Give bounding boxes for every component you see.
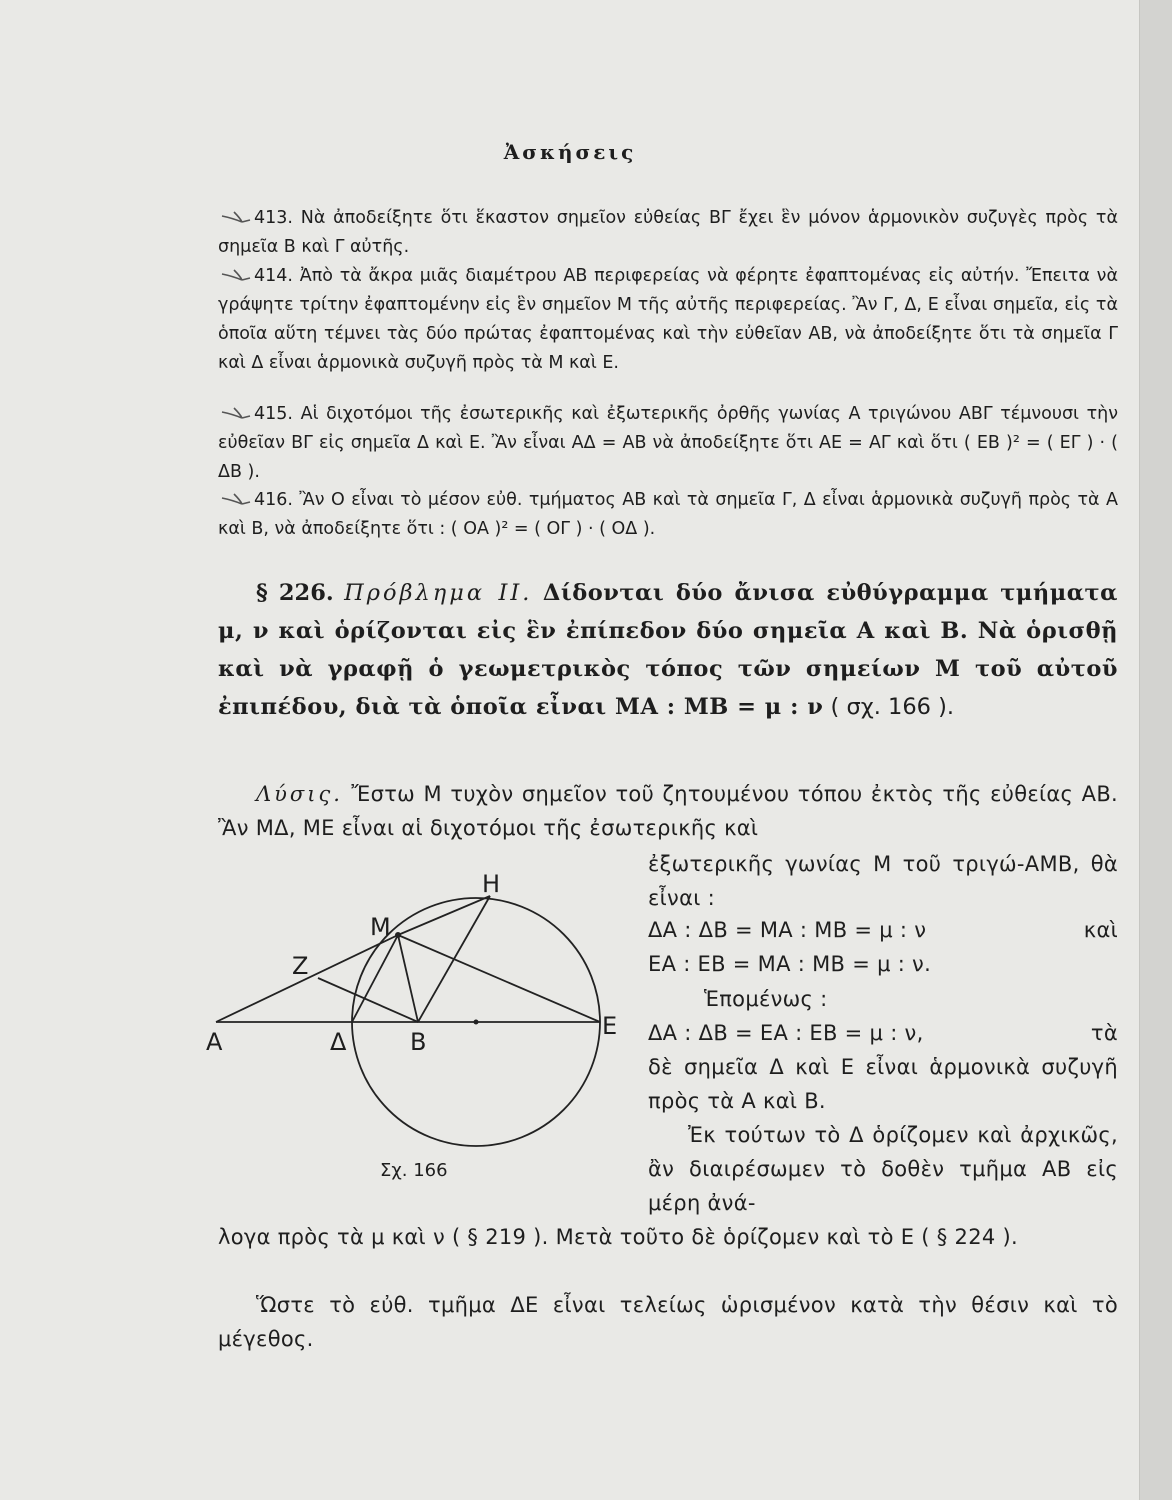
exercise-text: Ἀπὸ τὰ ἄκρα μιᾶς διαμέτρου ΑΒ περιφερείας νὰ φέρητε ἐφαπτομένας εἰς αὐτήν. Ἔπειτα νὰ γράψητε τρίτην ἐφαπτομένην εἰς ἓν σημεῖον Μ τῆς αὐτῆς περιφερείας. Ἂν Γ, Δ, Ε εἶναι σημεῖα, εἰς τὰ ὁποῖα αὕτη τέμνει τὰς δύο πρώτας ἐφαπτομένας καὶ τὴν εὐθεῖαν ΑΒ, νὰ ἀποδείξητε ὅτι τὰ σημεῖα Γ καὶ Δ εἶναι ἁρμονικὰ συζυγῆ πρὸς τὰ Μ καὶ Ε. <box>218 266 1118 373</box>
equation-left: ΔΑ : ΔΒ = ΜΑ : ΜΒ = μ : ν <box>648 918 927 942</box>
equation-left: ΔΑ : ΔΒ = ΕΑ : ΕΒ = μ : ν, <box>648 1021 924 1045</box>
checkmark-icon <box>220 266 252 288</box>
equation-1 <box>648 913 1118 947</box>
consequently-label: Ἑπομένως : <box>704 987 828 1011</box>
line-ME <box>398 935 600 1022</box>
equation-3 <box>648 1016 1118 1050</box>
exercise-text: Ἂν Ο εἶναι τὸ μέσον εὐθ. τμήματος ΑΒ καὶ τὰ σημεῖα Γ, Δ εἶναι ἁρμονικὰ συζυγῆ πρὸς τὰ Α καὶ Β, νὰ ἀποδείξητε ὅτι : ( ΟΑ )² = ( ΟΓ ) · ( ΟΔ ). <box>218 490 1118 539</box>
solution-paragraph-1 <box>218 777 1118 845</box>
line-BH <box>418 896 490 1022</box>
equation-right: καὶ <box>1083 918 1118 942</box>
exercise-text: Νὰ ἀποδείξητε ὅτι ἕκαστον σημεῖον εὐθείας ΒΓ ἔχει ἓν μόνον ἁρμονικὸν συζυγὲς πρὸς τὰ σημεῖα Β καὶ Γ αὐτῆς. <box>218 208 1118 257</box>
center-point <box>474 1020 479 1025</box>
page-edge <box>1139 0 1172 1500</box>
exercise-415 <box>218 400 1118 487</box>
point-M <box>395 932 401 938</box>
checkmark-icon <box>220 208 252 230</box>
problem-kind: Πρόβλημα ΙΙ. <box>344 580 533 606</box>
figure-caption: Σχ. 166 <box>380 1160 448 1181</box>
problem-statement: Δίδονται δύο ἄνισα εὐθύγραμμα τμήματα μ, ν καὶ ὁρίζονται εἰς ἓν ἐπίπεδον δύο σημεῖα Α καὶ Β. Νὰ ὁρισθῇ καὶ νὰ γραφῇ ὁ γεωμετρικὸς τόπος τῶν σημείων Μ τοῦ αὐτοῦ ἐπιπέδου, διὰ τὰ ὁποῖα εἶναι ΜΑ : ΜΒ = μ : ν <box>218 580 1118 720</box>
solution-kind: Λύσις. <box>256 782 343 806</box>
exercise-number: 414. <box>254 266 293 286</box>
label-D: Δ <box>330 1028 347 1056</box>
geometry-figure <box>196 852 636 1152</box>
solution-text: Ἔστω Μ τυχὸν σημεῖον τοῦ ζητουμένου τόπου ἐκτὸς τῆς εὐθείας ΑΒ. Ἂν ΜΔ, ΜΕ εἶναι αἱ διχοτόμοι τῆς ἐσωτερικῆς καὶ <box>218 782 1118 840</box>
solution-paragraph-4: Ἐκ τούτων τὸ Δ ὁρίζομεν καὶ ἀρχικῶς, ἂν διαιρέσωμεν τὸ δοθὲν τμῆμα ΑΒ εἰς μέρη ἀνά- <box>648 1123 1118 1215</box>
problem-226 <box>218 574 1118 726</box>
label-E: Ε <box>602 1012 618 1040</box>
exercise-416 <box>218 486 1118 544</box>
section-number: § 226. <box>256 580 334 606</box>
equation-right: τὰ <box>1090 1021 1118 1045</box>
solution-paragraph-6: Ὥστε τὸ εὐθ. τμῆμα ΔΕ εἶναι τελείως ὡρισμένον κατὰ τὴν θέσιν καὶ τὸ μέγεθος. <box>218 1293 1118 1351</box>
equation-2: ΕΑ : ΕΒ = ΜΑ : ΜΒ = μ : ν. <box>648 952 932 976</box>
exercise-413 <box>218 204 1118 262</box>
checkmark-icon <box>220 404 252 426</box>
label-M: Μ <box>370 913 391 941</box>
figure-reference: ( σχ. 166 ). <box>830 694 955 720</box>
line-ZB <box>318 978 418 1022</box>
label-Z: Ζ <box>292 952 309 980</box>
solution-paragraph-5: λογα πρὸς τὰ μ καὶ ν ( § 219 ). Μετὰ τοῦτο δὲ ὁρίζομεν καὶ τὸ Ε ( § 224 ). <box>218 1225 1018 1249</box>
section-title: Ἀσκήσεις <box>503 140 637 164</box>
checkmark-icon <box>220 490 252 512</box>
label-A: Α <box>206 1028 223 1056</box>
exercise-number: 415. <box>254 404 293 424</box>
exercise-number: 416. <box>254 490 293 510</box>
line-MB <box>398 935 418 1022</box>
exercise-text: Αἱ διχοτόμοι τῆς ἐσωτερικῆς καὶ ἐξωτερικῆς ὀρθῆς γωνίας Α τριγώνου ΑΒΓ τέμνουσι τὴν εὐθεῖαν ΒΓ εἰς σημεῖα Δ καὶ Ε. Ἂν εἶναι ΑΔ = ΑΒ νὰ ἀποδείξητε ὅτι ΑΕ = ΑΓ καὶ ὅτι ( ΕΒ )² = ( ΕΓ ) · ( ΔΒ ). <box>218 404 1118 482</box>
label-B: Β <box>410 1028 427 1056</box>
label-H: Η <box>482 870 501 898</box>
exercise-414 <box>218 262 1118 378</box>
line-MD <box>352 935 398 1022</box>
solution-paragraph-2: ἐξωτερικῆς γωνίας Μ τοῦ τριγώ-ΑΜΒ, θὰ εἶναι : <box>648 852 1118 910</box>
solution-paragraph-3: δὲ σημεῖα Δ καὶ Ε εἶναι ἁρμονικὰ συζυγῆ πρὸς τὰ Α καὶ Β. <box>648 1055 1118 1113</box>
exercise-number: 413. <box>254 208 293 228</box>
